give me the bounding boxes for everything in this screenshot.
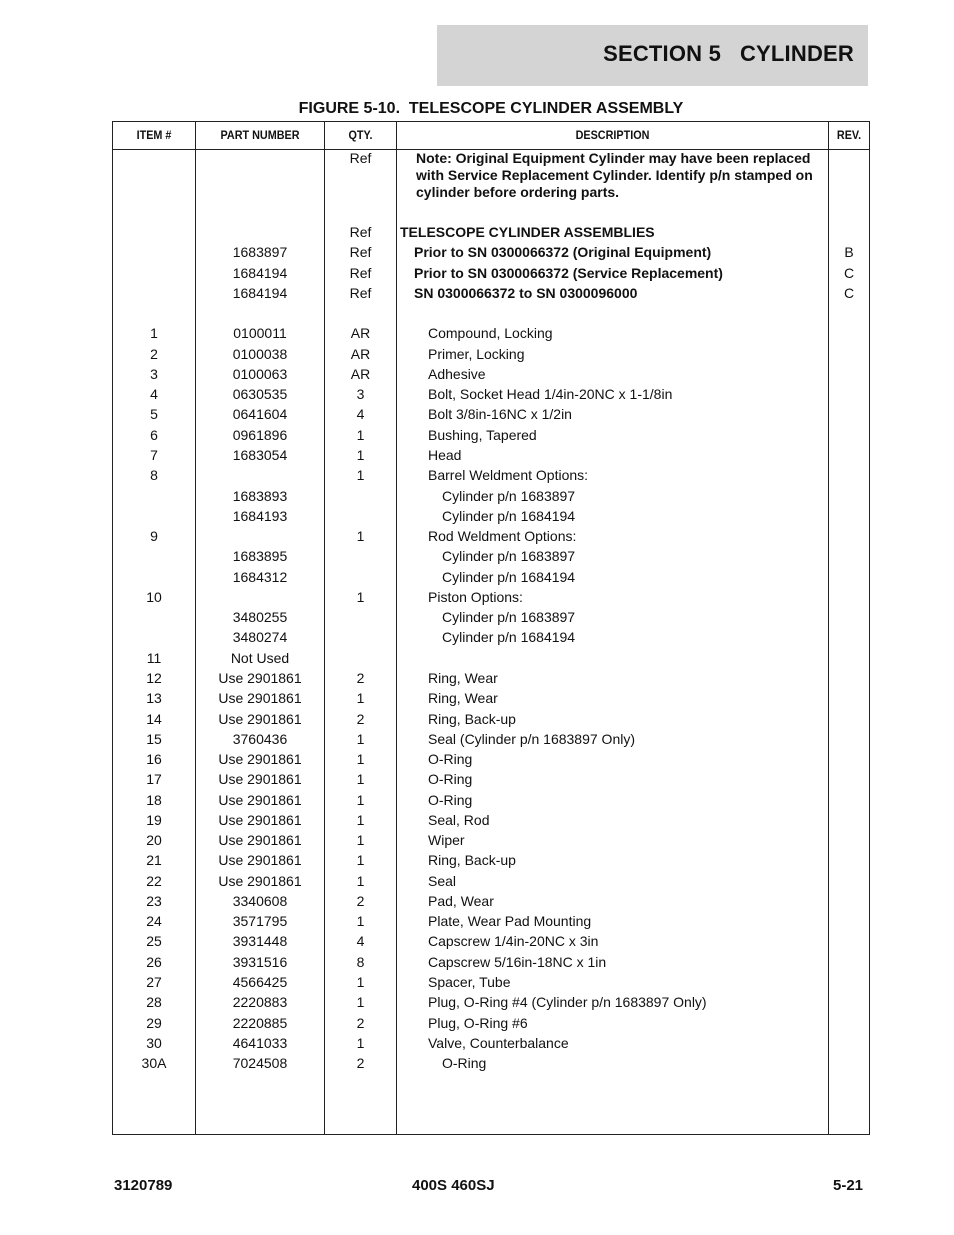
item-number: 14	[146, 710, 162, 727]
quantity: Ref	[349, 284, 372, 301]
part-number: 3340608	[232, 892, 288, 909]
quantity: Ref	[349, 224, 372, 240]
item-number: 30A	[141, 1055, 167, 1072]
item-number: 19	[146, 811, 162, 828]
table-row	[113, 445, 869, 465]
quantity: AR	[350, 345, 371, 362]
part-number: 3480255	[232, 609, 288, 626]
quantity: 1	[356, 467, 365, 484]
parts-table	[112, 121, 870, 1135]
note-qty: Ref	[349, 150, 372, 166]
item-number: 11	[146, 649, 162, 666]
quantity: Ref	[349, 244, 372, 261]
part-number: 4566425	[232, 974, 288, 990]
table-row	[113, 1033, 869, 1053]
table-row	[113, 911, 869, 931]
item-number: 4	[150, 386, 158, 403]
item-number: 28	[146, 994, 162, 1011]
description: O-Ring	[428, 751, 473, 767]
description: Ring, Back-up	[428, 710, 516, 727]
note-line: with Service Replacement Cylinder. Identify p/n stamped on	[416, 167, 813, 183]
description: Pad, Wear	[428, 892, 494, 909]
table-row	[113, 607, 869, 627]
part-number: 3480274	[232, 629, 288, 646]
part-number: 2220883	[232, 994, 288, 1011]
table-row	[113, 688, 869, 708]
part-number: 0641604	[232, 406, 288, 423]
quantity: 1	[356, 528, 365, 545]
description: Seal (Cylinder p/n 1683897 Only)	[428, 730, 636, 747]
table-row	[113, 931, 869, 951]
part-number: 3571795	[232, 913, 288, 930]
description: Bushing, Tapered	[428, 426, 537, 443]
item-number: 26	[146, 953, 162, 970]
item-number: 15	[146, 730, 162, 747]
description: Bolt 3/8in-16NC x 1/2in	[428, 406, 572, 423]
part-number: Use 2901861	[218, 852, 302, 869]
quantity: 1	[356, 913, 365, 930]
part-number: Use 2901861	[218, 669, 302, 686]
quantity: 1	[356, 447, 365, 463]
part-number: 0100038	[232, 345, 288, 362]
table-row	[113, 729, 869, 749]
column-header-part-number: PART NUMBER	[220, 128, 300, 142]
table-row	[113, 323, 869, 343]
table-row	[113, 506, 869, 526]
replacement-note	[416, 150, 826, 201]
item-number: 22	[146, 872, 162, 889]
item-number: 7	[150, 447, 158, 463]
part-number: Use 2901861	[218, 872, 302, 889]
description: O-Ring	[442, 1055, 487, 1072]
part-number: Not Used	[230, 649, 290, 666]
part-number: Use 2901861	[218, 710, 302, 727]
part-number: 1683897	[232, 244, 288, 261]
table-row	[113, 364, 869, 384]
table-row	[113, 952, 869, 972]
description: Prior to SN 0300066372 (Original Equipment)	[414, 244, 712, 261]
quantity: 1	[356, 974, 365, 990]
description: Cylinder p/n 1683897	[442, 548, 576, 565]
item-number: 20	[146, 832, 162, 849]
table-row	[113, 709, 869, 729]
description: Rod Weldment Options:	[428, 528, 577, 545]
description: Piston Options:	[428, 588, 523, 605]
item-number: 16	[146, 751, 162, 767]
part-number: 3760436	[232, 730, 288, 747]
revision: C	[843, 284, 855, 301]
part-number: Use 2901861	[218, 771, 302, 788]
item-number: 10	[146, 588, 162, 605]
note-line: Note: Original Equipment Cylinder may have been replaced	[416, 150, 811, 166]
table-row	[113, 1053, 869, 1073]
description: Bolt, Socket Head 1/4in-20NC x 1-1/8in	[428, 386, 673, 403]
table-row	[113, 344, 869, 364]
description: Valve, Counterbalance	[428, 1034, 569, 1051]
table-row	[113, 384, 869, 404]
column-header-description: DESCRIPTION	[575, 128, 650, 142]
footer-doc-number: 3120789	[114, 1177, 173, 1194]
part-number: 1684194	[232, 264, 288, 281]
item-number: 8	[150, 467, 158, 484]
table-row	[113, 850, 869, 870]
description: Plug, O-Ring #4 (Cylinder p/n 1683897 Only)	[428, 994, 707, 1011]
figure-title: FIGURE 5-10. TELESCOPE CYLINDER ASSEMBLY	[298, 100, 684, 117]
quantity: 1	[356, 832, 365, 849]
description: Spacer, Tube	[428, 974, 511, 990]
part-number: 0100011	[233, 325, 287, 342]
table-row	[113, 404, 869, 424]
quantity: 2	[356, 669, 365, 686]
table-row	[113, 891, 869, 911]
column-header-qty: QTY.	[348, 128, 373, 142]
table-row	[113, 790, 869, 810]
item-number: 23	[146, 892, 162, 909]
description: Cylinder p/n 1684194	[442, 629, 576, 646]
column-header-rev: REV.	[836, 128, 862, 142]
part-number: 1684312	[232, 568, 288, 585]
table-row	[113, 546, 869, 566]
description: Plug, O-Ring #6	[428, 1014, 528, 1031]
table-row	[113, 627, 869, 647]
description: Ring, Wear	[428, 669, 498, 686]
table-row	[113, 769, 869, 789]
description: Capscrew 5/16in-18NC x 1in	[428, 953, 607, 970]
item-number: 6	[150, 426, 158, 443]
part-number: Use 2901861	[218, 791, 302, 808]
table-row	[113, 222, 869, 242]
table-row	[113, 587, 869, 607]
table-row	[113, 749, 869, 769]
part-number: 0961896	[232, 426, 288, 443]
description: Cylinder p/n 1684194	[442, 507, 576, 524]
part-number: 3931448	[232, 933, 288, 950]
table-row	[113, 972, 869, 992]
table-row	[113, 242, 869, 262]
table-row	[113, 668, 869, 688]
quantity: 2	[356, 1014, 365, 1031]
item-number: 13	[146, 690, 162, 707]
item-number: 30	[146, 1034, 162, 1051]
spacer-row	[113, 303, 869, 323]
part-number: Use 2901861	[218, 832, 302, 849]
item-number: 17	[146, 771, 162, 788]
description: Cylinder p/n 1683897	[442, 609, 576, 626]
table-row	[113, 830, 869, 850]
description: O-Ring	[428, 771, 473, 788]
description: TELESCOPE CYLINDER ASSEMBLIES	[400, 224, 655, 240]
section-title: SECTION 5 CYLINDER	[603, 41, 854, 66]
description: Wiper	[428, 832, 465, 849]
quantity: AR	[350, 365, 371, 382]
description: Ring, Wear	[428, 690, 498, 707]
item-number: 24	[146, 913, 162, 930]
part-number: 7024508	[232, 1055, 288, 1072]
quantity: 1	[356, 588, 365, 605]
quantity: 2	[356, 1055, 365, 1072]
description: Capscrew 1/4in-20NC x 3in	[428, 933, 599, 950]
description: Ring, Back-up	[428, 852, 516, 869]
note-line: cylinder before ordering parts.	[416, 184, 620, 200]
quantity: 1	[356, 1034, 365, 1051]
description: Plate, Wear Pad Mounting	[428, 913, 592, 930]
description: Cylinder p/n 1683897	[442, 487, 576, 504]
table-row	[113, 465, 869, 485]
description: Primer, Locking	[428, 345, 525, 362]
part-number: 0100063	[232, 365, 288, 382]
column-header-item: ITEM #	[136, 128, 172, 142]
footer-model: 400S 460SJ	[412, 1177, 495, 1194]
description: SN 0300066372 to SN 0300096000	[414, 284, 638, 301]
quantity: 4	[356, 406, 365, 423]
quantity: 2	[356, 892, 365, 909]
quantity: 1	[356, 852, 365, 869]
section-header	[437, 25, 868, 86]
part-number: Use 2901861	[218, 690, 302, 707]
description: Seal, Rod	[428, 811, 490, 828]
quantity: 1	[356, 426, 365, 443]
quantity: 1	[356, 872, 365, 889]
part-number: 3931516	[232, 953, 288, 970]
part-number: 4641033	[232, 1034, 288, 1051]
part-number: 1684193	[232, 507, 288, 524]
quantity: 1	[356, 994, 365, 1011]
quantity: 1	[356, 690, 365, 707]
description: Adhesive	[428, 365, 486, 382]
part-number: 2220885	[232, 1014, 288, 1031]
table-row	[113, 1013, 869, 1033]
item-number: 5	[150, 406, 158, 423]
part-number: 1684194	[232, 284, 288, 301]
quantity: 8	[356, 953, 365, 970]
item-number: 12	[146, 669, 162, 686]
quantity: 1	[356, 791, 365, 808]
table-row	[113, 283, 869, 303]
revision: B	[844, 244, 854, 261]
table-row	[113, 526, 869, 546]
table-row	[113, 648, 869, 668]
part-number: 0630535	[232, 386, 288, 403]
part-number: 1683054	[232, 447, 288, 463]
description: Seal	[428, 872, 457, 889]
item-number: 29	[146, 1014, 162, 1031]
description: Head	[428, 447, 462, 463]
description: Prior to SN 0300066372 (Service Replacement)	[414, 264, 723, 281]
description: Barrel Weldment Options:	[428, 467, 589, 484]
item-number: 1	[150, 325, 158, 342]
item-number: 2	[150, 345, 158, 362]
part-number: 1683895	[232, 548, 288, 565]
footer-page-number: 5-21	[833, 1177, 864, 1194]
table-row	[113, 486, 869, 506]
item-number: 9	[150, 528, 158, 545]
quantity: 4	[356, 933, 365, 950]
item-number: 27	[146, 974, 162, 990]
description: Compound, Locking	[428, 325, 553, 342]
table-row	[113, 425, 869, 445]
item-number: 3	[150, 365, 158, 382]
table-row	[113, 871, 869, 891]
revision: C	[843, 264, 855, 281]
quantity: 1	[356, 811, 365, 828]
part-number: Use 2901861	[218, 751, 302, 767]
item-number: 25	[146, 933, 162, 950]
part-number: 1683893	[232, 487, 288, 504]
quantity: AR	[350, 325, 371, 342]
quantity: 1	[356, 751, 365, 767]
part-number: Use 2901861	[218, 811, 302, 828]
table-row	[113, 567, 869, 587]
quantity: 2	[356, 710, 365, 727]
quantity: 3	[356, 386, 365, 403]
quantity: Ref	[349, 264, 372, 281]
table-row	[113, 992, 869, 1012]
table-row	[113, 263, 869, 283]
item-number: 21	[146, 852, 162, 869]
table-row	[113, 810, 869, 830]
item-number: 18	[146, 791, 162, 808]
description: Cylinder p/n 1684194	[442, 568, 576, 585]
quantity: 1	[356, 771, 365, 788]
description: O-Ring	[428, 791, 473, 808]
quantity: 1	[356, 730, 365, 747]
